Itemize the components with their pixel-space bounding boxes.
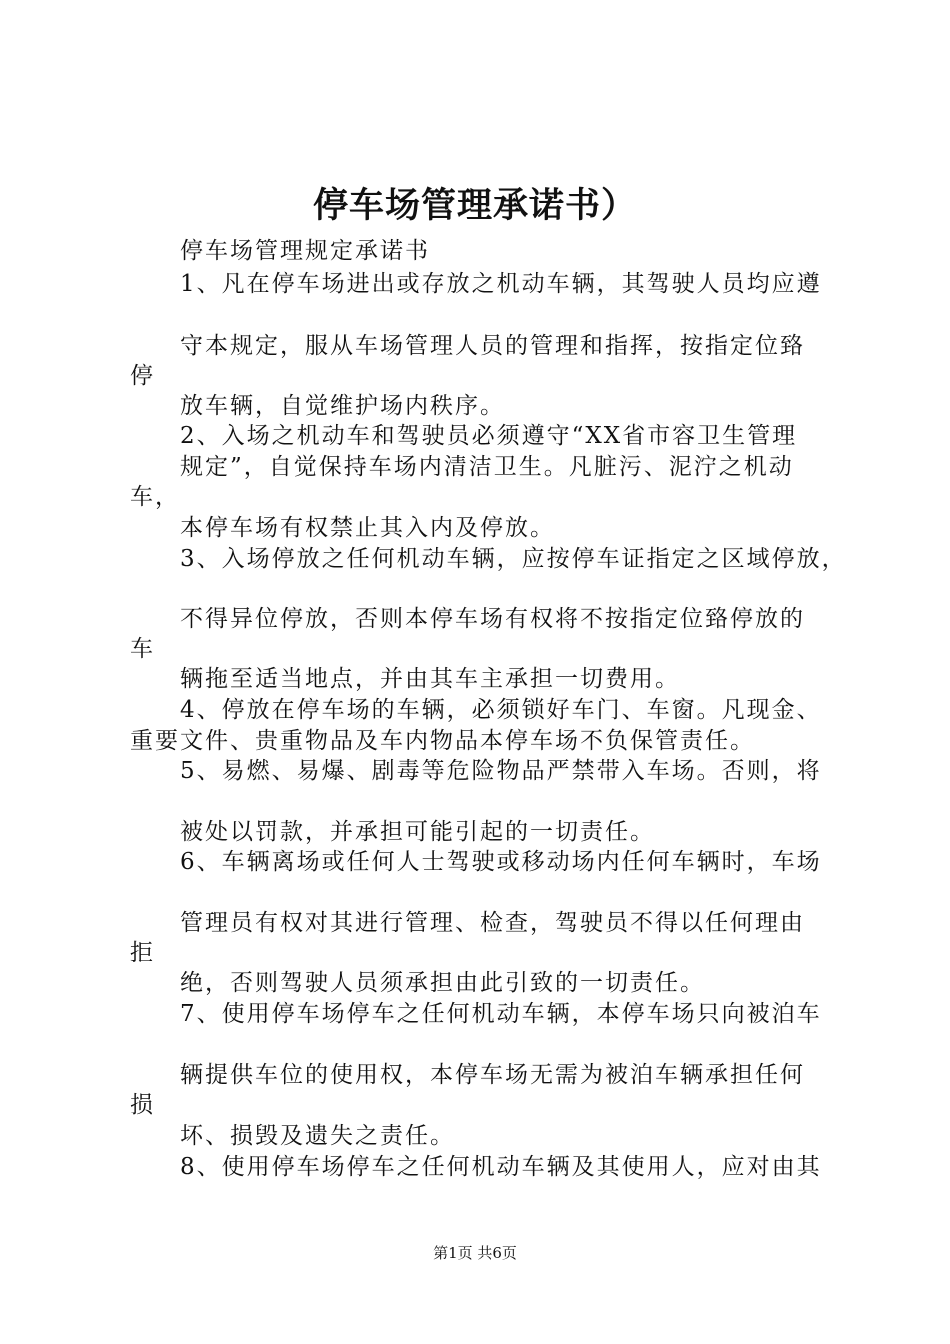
subtitle-line: 停车场管理规定承诺书 — [180, 238, 430, 264]
page-footer: 第1页 共6页 — [433, 1244, 517, 1262]
text-line: 坏、损毁及遗失之责任。 — [180, 1123, 455, 1149]
text-line: 6、车辆离场或任何人士驾驶或移动场内任何车辆时，车场 — [180, 849, 822, 875]
text-line: 停 — [130, 363, 155, 389]
text-line: 管理员有权对其进行管理、检查，驾驶员不得以任何理由 — [180, 910, 805, 936]
text-line: 被处以罚款，并承担可能引起的一切责任。 — [180, 819, 655, 845]
text-line: 拒 — [130, 940, 155, 966]
text-line: 车 — [130, 636, 155, 662]
text-line: 辆拖至适当地点，并由其车主承担一切费用。 — [180, 666, 680, 692]
text-line: 8、使用停车场停车之任何机动车辆及其使用人，应对由其 — [180, 1154, 822, 1180]
text-line: 4、停放在停车场的车辆，必须锁好车门、车窗。凡现金、 — [180, 697, 822, 723]
text-line: 规定”，自觉保持车场内清洁卫生。凡脏污、泥泞之机动 — [180, 454, 794, 480]
document-title: 停车场管理承诺书） — [312, 185, 637, 226]
text-line: 本停车场有权禁止其入内及停放。 — [180, 515, 555, 541]
text-line: 重要文件、贵重物品及车内物品本停车场不负保管责任。 — [130, 728, 755, 754]
text-line: 绝，否则驾驶人员须承担由此引致的一切责任。 — [180, 970, 705, 996]
text-line: 2、入场之机动车和驾驶员必须遵守“XX省市容卫生管理 — [180, 423, 798, 449]
text-line: 1、凡在停车场进出或存放之机动车辆，其驾驶人员均应遵 — [180, 271, 822, 297]
text-line: 辆提供车位的使用权，本停车场无需为被泊车辆承担任何 — [180, 1062, 805, 1088]
text-line: 放车辆，自觉维护场内秩序。 — [180, 393, 505, 419]
text-line: 3、入场停放之任何机动车辆，应按停车证指定之区域停放， — [180, 546, 847, 572]
text-line: 守本规定，服从车场管理人员的管理和指挥，按指定位臵 — [180, 333, 805, 359]
text-line: 损 — [130, 1092, 155, 1118]
text-line: 车， — [130, 484, 180, 510]
text-line: 7、使用停车场停车之任何机动车辆，本停车场只向被泊车 — [180, 1001, 822, 1027]
text-line: 不得异位停放，否则本停车场有权将不按指定位臵停放的 — [180, 606, 805, 632]
text-line: 5、易燃、易爆、剧毒等危险物品严禁带入车场。否则，将 — [180, 758, 822, 784]
